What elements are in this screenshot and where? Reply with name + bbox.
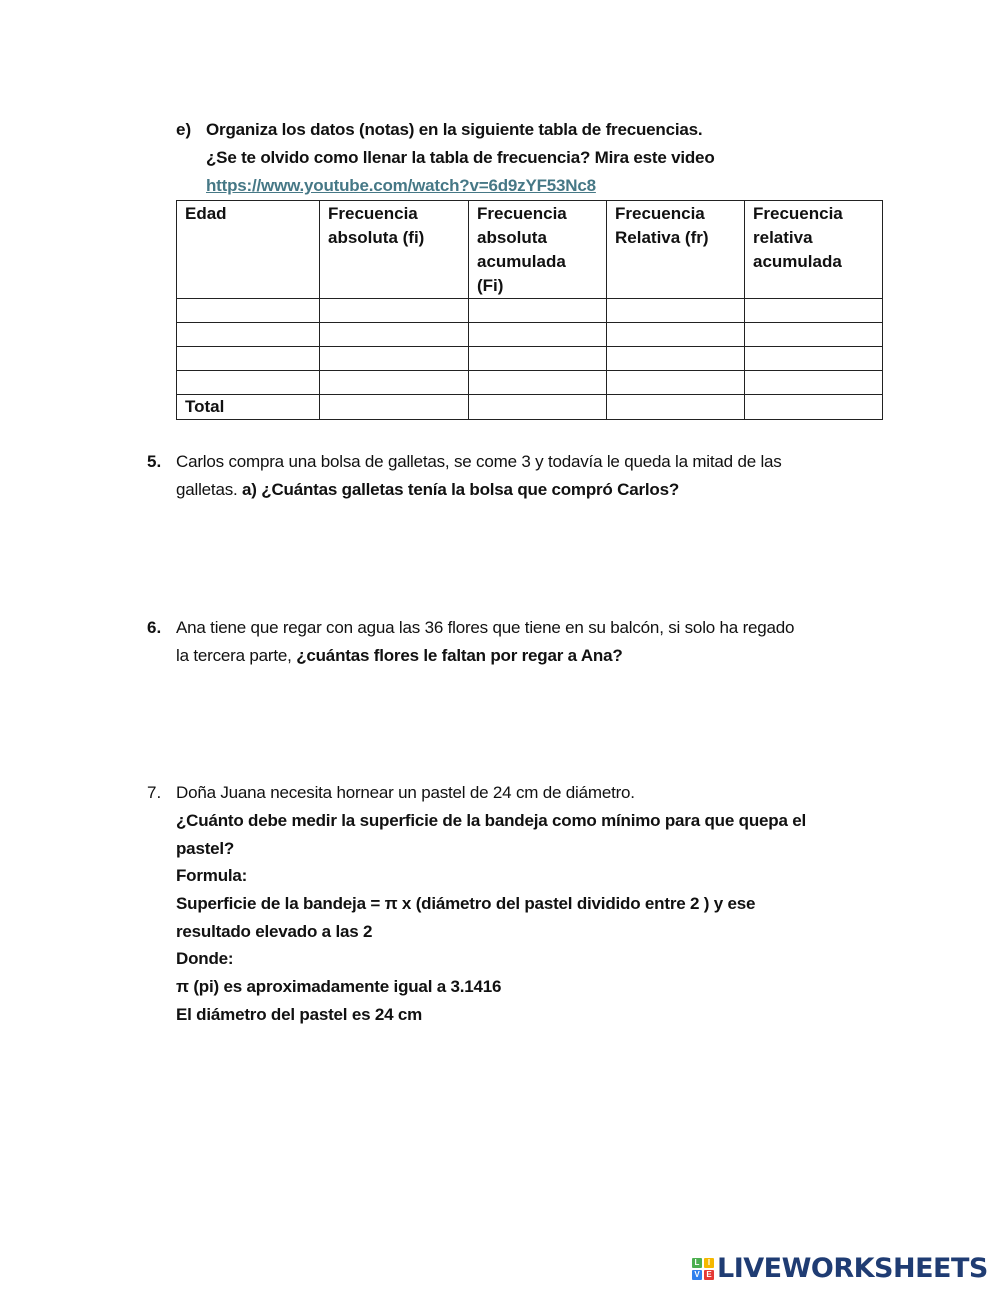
- header-frecuencia-absoluta-acumulada: Frecuencia absoluta acumulada (Fi): [469, 201, 607, 299]
- formula-line1: Superficie de la bandeja = π x (diámetro del pastel dividido entre 2 ) y ese: [176, 894, 756, 913]
- table-cell[interactable]: [177, 323, 320, 347]
- logo-wordmark: LIVEWORKSHEETS: [717, 1253, 988, 1284]
- table-cell[interactable]: [320, 323, 469, 347]
- table-total-row: [177, 395, 883, 420]
- table-cell[interactable]: [607, 395, 745, 420]
- formula-heading: Formula:: [176, 866, 248, 885]
- table-cell[interactable]: [320, 299, 469, 323]
- formula-line2: resultado elevado a las 2: [176, 922, 373, 941]
- total-label: Total: [177, 395, 320, 420]
- table-cell[interactable]: [469, 299, 607, 323]
- pi-definition: π (pi) es aproximadamente igual a 3.1416: [176, 977, 502, 996]
- diameter-definition: El diámetro del pastel es 24 cm: [176, 1005, 423, 1024]
- question-5-text-line2: galletas. a) ¿Cuántas galletas tenía la bolsa que compró Carlos?: [176, 480, 680, 499]
- table-header-row: [177, 201, 883, 299]
- question-5-text-line1: Carlos compra una bolsa de galletas, se come 3 y todavía le queda la mitad de las: [176, 452, 782, 471]
- frequency-table: [176, 200, 883, 420]
- table-cell[interactable]: [177, 299, 320, 323]
- table-cell[interactable]: [469, 395, 607, 420]
- table-cell[interactable]: [745, 323, 883, 347]
- table-cell[interactable]: [745, 371, 883, 395]
- table-cell[interactable]: [320, 347, 469, 371]
- table-row: [177, 299, 883, 323]
- table-cell[interactable]: [469, 347, 607, 371]
- table-cell[interactable]: [177, 347, 320, 371]
- question-5-number: 5.: [147, 452, 162, 471]
- question-6-number: 6.: [147, 618, 162, 637]
- question-7-prompt-line2: pastel?: [176, 839, 235, 858]
- header-frecuencia-relativa-acumulada: Frecuencia relativa acumulada: [745, 201, 883, 299]
- section-e-video-prompt: ¿Se te olvido como llenar la tabla de frecuencia? Mira este video: [206, 148, 715, 167]
- table-cell[interactable]: [469, 323, 607, 347]
- logo-square-v: V: [692, 1270, 702, 1280]
- section-e-instruction: Organiza los datos (notas) en la siguiente tabla de frecuencias.: [206, 120, 703, 139]
- table-cell[interactable]: [469, 371, 607, 395]
- table-cell[interactable]: [320, 371, 469, 395]
- logo-square-l: L: [692, 1258, 702, 1268]
- question-6-text-line1: Ana tiene que regar con agua las 36 flores que tiene en su balcón, si solo ha regado: [176, 618, 795, 637]
- table-cell[interactable]: [745, 347, 883, 371]
- logo-square-e: E: [704, 1270, 714, 1280]
- question-7-number: 7.: [147, 783, 162, 802]
- table-cell[interactable]: [607, 299, 745, 323]
- table-cell[interactable]: [745, 395, 883, 420]
- question-6-prompt: ¿cuántas flores le faltan por regar a Ana?: [296, 646, 623, 665]
- header-edad: Edad: [177, 201, 320, 299]
- youtube-video-link[interactable]: https://www.youtube.com/watch?v=6d9zYF53Nc8: [206, 176, 596, 195]
- logo-grid-icon: [692, 1258, 714, 1280]
- header-frecuencia-absoluta: Frecuencia absoluta (fi): [320, 201, 469, 299]
- header-frecuencia-relativa: Frecuencia Relativa (fr): [607, 201, 745, 299]
- table-cell[interactable]: [607, 371, 745, 395]
- question-5-prompt: a) ¿Cuántas galletas tenía la bolsa que compró Carlos?: [242, 480, 680, 499]
- table-cell[interactable]: [177, 371, 320, 395]
- question-7-prompt-line1: ¿Cuánto debe medir la superficie de la bandeja como mínimo para que quepa el: [176, 811, 807, 830]
- question-7-intro: Doña Juana necesita hornear un pastel de 24 cm de diámetro.: [176, 783, 635, 802]
- liveworksheets-logo[interactable]: [692, 1254, 988, 1284]
- table-cell[interactable]: [607, 323, 745, 347]
- table-row: [177, 371, 883, 395]
- table-cell[interactable]: [745, 299, 883, 323]
- table-row: [177, 347, 883, 371]
- donde-heading: Donde:: [176, 949, 234, 968]
- table-cell[interactable]: [607, 347, 745, 371]
- table-row: [177, 323, 883, 347]
- section-e-marker: e): [176, 120, 192, 139]
- question-6-text-line2: la tercera parte, ¿cuántas flores le faltan por regar a Ana?: [176, 646, 623, 665]
- table-cell[interactable]: [320, 395, 469, 420]
- logo-square-i: I: [704, 1258, 714, 1268]
